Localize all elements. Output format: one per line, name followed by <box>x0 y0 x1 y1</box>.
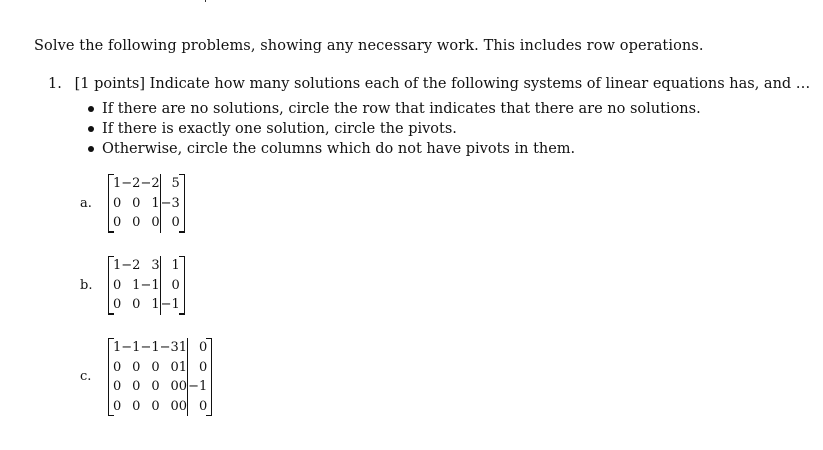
matrix-row <box>113 256 180 276</box>
matrix-entry: 0 <box>171 277 180 293</box>
matrix-entry: 3 <box>140 256 160 276</box>
matrix-entry: 0 <box>179 377 188 397</box>
matrix-entry: 0 <box>132 398 141 414</box>
bullet-no-solution: If there are no solutions, circle the row that indicates that there are no solutions. <box>88 99 701 119</box>
header-tick <box>205 0 206 2</box>
matrix-entry: 0 <box>170 359 179 375</box>
matrix-entry: 0 <box>132 215 141 230</box>
matrix-entry: 0 <box>132 195 141 211</box>
matrix-row <box>113 358 207 378</box>
matrix-entry: 0 <box>132 379 141 394</box>
matrix-a-label: a. <box>80 196 92 211</box>
matrix-entry: 0 <box>170 398 179 414</box>
matrix-entry: 0 <box>113 215 122 230</box>
matrix-entry: 1 <box>132 277 141 293</box>
instruction-bullets <box>88 99 701 159</box>
matrix-entry: 0 <box>179 397 188 417</box>
matrix-entry: 0 <box>132 297 141 312</box>
matrix-row <box>113 213 180 233</box>
matrix-row <box>113 276 180 296</box>
matrix-row <box>113 397 207 417</box>
matrix-entry: −2 <box>121 258 141 273</box>
matrix-row <box>113 295 180 315</box>
problem-1-statement <box>48 76 810 92</box>
matrix-entry: 0 <box>113 379 122 394</box>
matrix-entry: 0 <box>113 398 122 414</box>
matrix-entry: 1 <box>113 258 122 273</box>
bullet-one-solution: If there is exactly one solution, circle the pivots. <box>88 119 701 139</box>
matrix-entry: −2 <box>121 176 141 191</box>
matrix-entry: 5 <box>171 176 180 191</box>
matrix-entry: −1 <box>188 379 208 394</box>
matrix-entry: 0 <box>170 379 179 394</box>
problem-text: [1 points] Indicate how many solutions each of the following systems of linear equations has, and … <box>74 76 811 92</box>
bullet-otherwise: Otherwise, circle the columns which do not have pivots in them. <box>88 139 701 159</box>
matrix-entry: −1 <box>121 340 141 355</box>
matrix-entry: 0 <box>132 359 141 375</box>
matrix-entry: 0 <box>151 379 160 394</box>
matrix-entry: 0 <box>113 195 122 211</box>
matrix-entry: 1 <box>113 176 122 191</box>
matrix-entry: 1 <box>140 295 160 315</box>
matrix-entry: 0 <box>198 359 208 375</box>
matrix-entry: −2 <box>140 174 160 194</box>
matrix-entry: 0 <box>151 359 160 375</box>
matrix-entry: 0 <box>198 340 208 355</box>
matrix-entry: 1 <box>171 258 180 273</box>
instructions-text: Solve the following problems, showing any necessary work. This includes row operations. <box>34 38 704 54</box>
matrix-entry: −1 <box>140 340 160 355</box>
matrix-entry: 1 <box>113 340 122 355</box>
matrix-row <box>113 194 180 214</box>
matrix-entry: 1 <box>140 194 160 214</box>
problem-number: 1. <box>48 76 62 92</box>
matrix-entry: 0 <box>113 359 122 375</box>
matrix-row <box>113 174 180 194</box>
matrix-entry: 1 <box>179 358 188 378</box>
matrix-entry: −3 <box>160 195 180 211</box>
matrix-entry: 0 <box>171 215 180 230</box>
matrix-b-label: b. <box>80 278 93 293</box>
matrix-entry: −1 <box>140 276 160 296</box>
matrix-entry: 0 <box>151 398 160 414</box>
matrix-b <box>108 256 185 315</box>
matrix-row <box>113 377 207 397</box>
matrix-entry: 0 <box>113 277 122 293</box>
matrix-row <box>113 338 207 358</box>
matrix-entry: 0 <box>140 213 160 233</box>
matrix-entry: 1 <box>179 338 188 358</box>
matrix-a <box>108 174 185 233</box>
matrix-entry: −3 <box>159 340 179 355</box>
matrix-entry: 0 <box>198 398 208 414</box>
matrix-entry: 0 <box>113 297 122 312</box>
matrix-c-label: c. <box>80 369 92 384</box>
matrix-c <box>108 338 212 416</box>
matrix-entry: −1 <box>160 297 180 312</box>
